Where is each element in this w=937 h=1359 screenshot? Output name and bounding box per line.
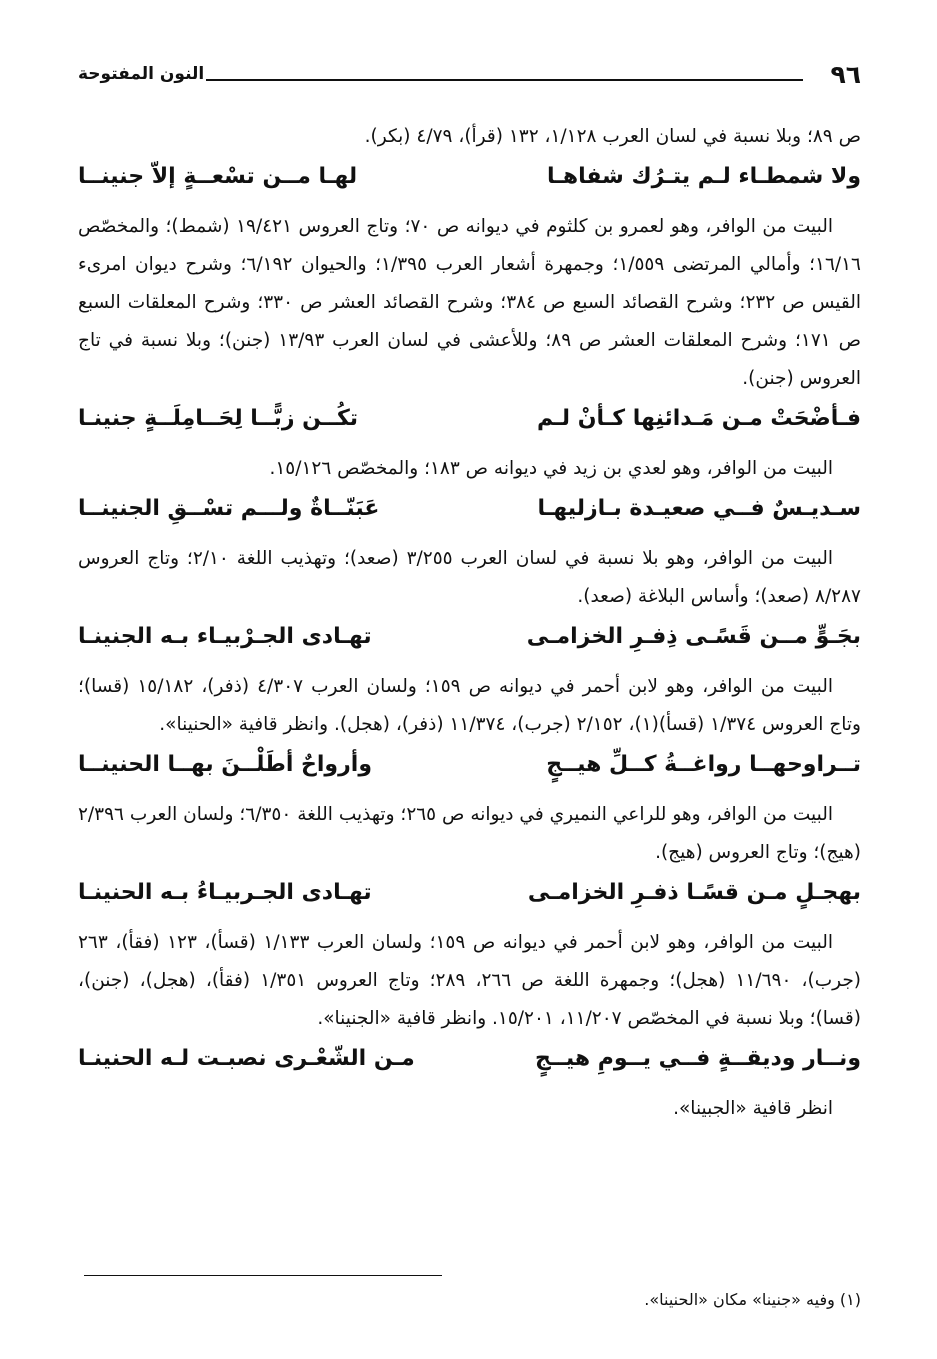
verse-second-hemistich: مـن الشّعْـرى نصبـت لـه الحنينـا <box>78 1046 415 1071</box>
verse-line <box>78 872 861 924</box>
verse-second-hemistich: تهـادى الجـربيـاءُ بـه الحنينـا <box>78 880 372 905</box>
commentary-paragraph: البيت من الوافر، وهو للراعي النميري في ديوانه ص ٢٦٥؛ وتهذيب اللغة ٦/٣٥٠؛ ولسان العرب ٢/٣٩٦ (هيج)؛ وتاج العروس (هيج). <box>78 804 861 863</box>
page-header <box>78 62 861 94</box>
verse-first-hemistich: فـأضْحَتْ مـن مَـدائنِها كـأنْ لـم <box>537 406 861 431</box>
verse-first-hemistich: ونــار وديقــةٍ فــي يــومِ هيــجٍ <box>534 1046 861 1071</box>
verse-second-hemistich: عَبَنّــاةٌ ولـــم تسْــقِ الجنينــا <box>78 496 380 521</box>
commentary-paragraph: البيت من الوافر، وهو بلا نسبة في لسان العرب ٣/٢٥٥ (صعد)؛ وتهذيب اللغة ٢/١٠؛ وتاج العروس ٨/٢٨٧ (صعد)؛ وأساس البلاغة (صعد). <box>78 548 861 607</box>
verse-line <box>78 744 861 796</box>
verse-line <box>78 488 861 540</box>
verse-line <box>78 1038 861 1090</box>
verse-line <box>78 156 861 208</box>
commentary-paragraph: البيت من الوافر، وهو لعدي بن زيد في ديوانه ص ١٨٣؛ والمخصّص ١٥/١٢٦. <box>269 458 833 479</box>
running-title: النون المفتوحة <box>78 64 205 84</box>
commentary-paragraph: البيت من الوافر، وهو لعمرو بن كلثوم في ديوانه ص ٧٠؛ وتاج العروس ١٩/٤٢١ (شمط)؛ والمخصّص ١٦/١٦؛ وأمالي المرتضى ١/٥٥٩؛ وجمهرة أشعار العرب ١/٣٩٥؛ والحيوان ٦/١٩٢؛ وشرح ديوان امرىء القيس ص ٢٣٢؛ وشرح القصائد السبع ص ٣٨٤؛ وشرح القصائد العشر ص ٣٣٠؛ وشرح المعلقات السبع ص ١٧١؛ وشرح المعلقات العشر ص ٨٩؛ وللأعشى في لسان العرب ١٣/٩٣ (جنن)؛ وبلا نسبة في تاج العروس (جنن). <box>78 216 862 389</box>
verse-first-hemistich: تــراوحهــا رواغــةُ كــلِّ هيــجٍ <box>546 752 861 777</box>
verse-line <box>78 616 861 668</box>
verse-first-hemistich: سـديـسٌ فــي صعيـدة بـازليهـا <box>537 496 861 521</box>
verse-first-hemistich: بجَـوٍّ مــن قَسًـى ذِفـرِ الخزامـى <box>526 624 861 649</box>
page-content <box>78 118 861 1128</box>
header-rule <box>206 79 803 81</box>
page-number: ٩٦ <box>830 60 861 89</box>
verse-first-hemistich: ولا شمطـاء لـم يتـرُك شفاهـا <box>547 164 861 189</box>
verse-second-hemistich: وأرواحٌ أطَلْــنَ بهــا الحنينــا <box>78 752 372 777</box>
verse-first-hemistich: بهجـلٍ مـن قسًـا ذفـرِ الخزامـى <box>527 880 861 905</box>
commentary-paragraph: انظر قافية «الجبينا». <box>673 1098 833 1119</box>
verse-second-hemistich: تكُــن زبًّــا لِحَــامِلَــةٍ جنينـا <box>78 406 359 431</box>
verse-second-hemistich: تهـادى الجـرْبيـاء بـه الجنينـا <box>78 624 372 649</box>
verse-line <box>78 398 861 450</box>
verse-second-hemistich: لهـا مــن تسْعــةٍ إلاّ جنينــا <box>78 164 358 189</box>
commentary-paragraph: ص ٨٩؛ وبلا نسبة في لسان العرب ١/١٢٨، ١٣٢ (قرأ)، ٤/٧٩ (بكر). <box>364 126 861 147</box>
footnote: (١) وفيه «جنينا» مكان «الحنينا». <box>644 1290 861 1309</box>
commentary-paragraph: البيت من الوافر، وهو لابن أحمر في ديوانه ص ١٥٩؛ ولسان العرب ٤/٣٠٧ (ذفر)، ١٥/١٨٢ (قسا)؛ وتاج العروس ١/٣٧٤ (قسأ)(١)، ٢/١٥٢ (جرب)، ١١/٣٧٤ (ذفر)، (هجل). وانظر قافية «الحنينا». <box>78 676 861 735</box>
commentary-paragraph: البيت من الوافر، وهو لابن أحمر في ديوانه ص ١٥٩؛ ولسان العرب ١/١٣٣ (قسأ)، ١٢٣ (فقأ)، ٢٦٣ (جرب)، ١١/٦٩٠ (هجل)؛ وجمهرة اللغة ص ٢٦٦، ٢٨٩؛ وتاج العروس ١/٣٥١ (فقأ)، (هجل)، (جنن)، (قسا)؛ وبلا نسبة في المخصّص ١١/٢٠٧، ١٥/٢٠١. وانظر قافية «الجنينا». <box>78 932 861 1029</box>
footnote-rule <box>84 1275 442 1276</box>
